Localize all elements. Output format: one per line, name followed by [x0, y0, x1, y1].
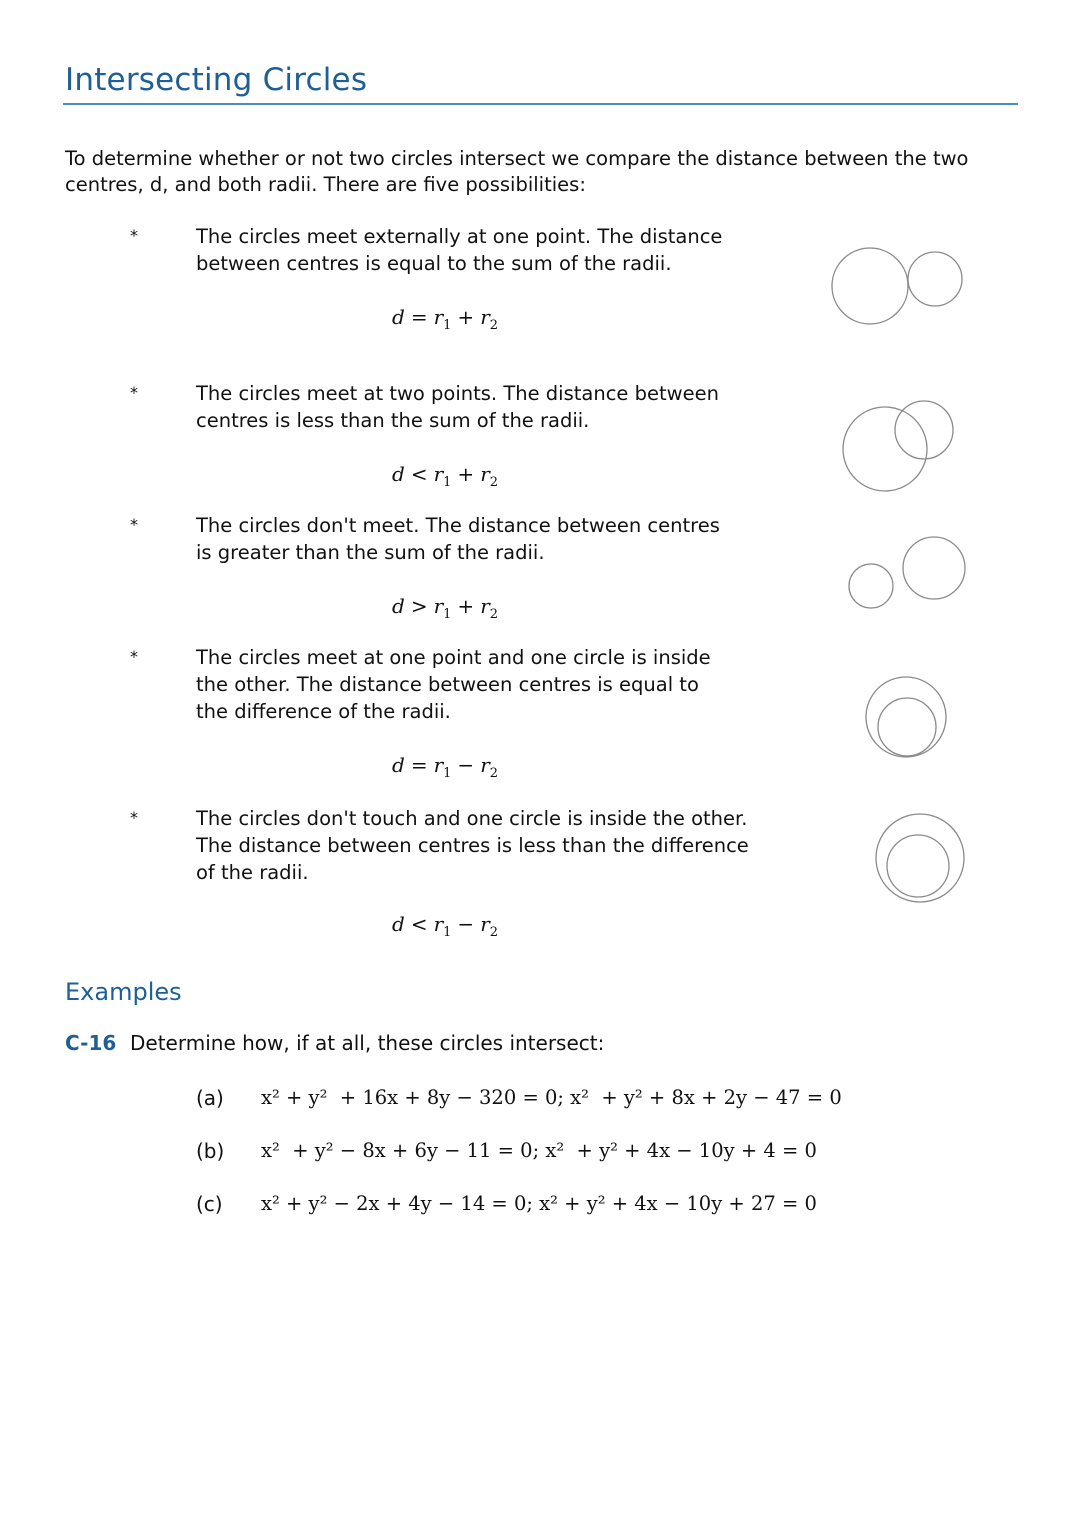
separate-circles-icon	[849, 537, 965, 608]
case-text-line: The circles meet externally at one point. The distance	[196, 225, 723, 248]
part-b-label: (b)	[196, 1139, 225, 1163]
bullet-marker: *	[130, 226, 138, 245]
overlapping-circles-icon	[843, 401, 953, 491]
part-a-label: (a)	[196, 1086, 224, 1110]
case-4-formula: $d = r_1 - r_2$	[392, 753, 499, 781]
case-5-description	[196, 805, 749, 886]
case-1-description	[196, 223, 722, 277]
case-5-formula: $d < r_1 - r_2$	[392, 912, 499, 940]
case-2-description	[196, 380, 719, 434]
case-1-formula: $d = r_1 + r_2$	[392, 305, 499, 333]
part-c-label: (c)	[196, 1192, 223, 1216]
intro-paragraph: To determine whether or not two circles intersect we compare the distance between the two centres, d, and both radii. There are five possibilities:	[65, 147, 969, 196]
external-tangent-circles-icon	[832, 248, 962, 324]
case-text-line: between centres is equal to the sum of the radii.	[196, 252, 672, 275]
part-a-equation: x² + y² + 16x + 8y − 320 = 0; x² + y² + 8x + 2y − 47 = 0	[261, 1086, 842, 1109]
case-text-line: The circles don't meet. The distance between centres	[196, 514, 720, 537]
example-code: C-16	[65, 1031, 117, 1055]
case-text-line: The circles don't touch and one circle is inside the other.	[196, 807, 748, 830]
part-b-equation: x² + y² − 8x + 6y − 11 = 0; x² + y² + 4x − 10y + 4 = 0	[261, 1139, 817, 1162]
case-4-description	[196, 644, 711, 725]
example-prompt: Determine how, if at all, these circles intersect:	[130, 1031, 605, 1055]
nested-circles-icon	[876, 814, 964, 902]
examples-heading: Examples	[65, 978, 182, 1006]
internal-tangent-circles-icon	[866, 677, 946, 757]
circle-diagrams	[800, 220, 1000, 920]
case-3-description	[196, 512, 720, 566]
case-text-line: the difference of the radii.	[196, 700, 451, 723]
bullet-marker: *	[130, 808, 138, 827]
case-text-line: The distance between centres is less than the difference	[196, 834, 749, 857]
case-text-line: is greater than the sum of the radii.	[196, 541, 545, 564]
case-text-line: centres is less than the sum of the radii.	[196, 409, 590, 432]
title-divider	[63, 103, 1018, 105]
case-text-line: of the radii.	[196, 861, 309, 884]
case-text-line: The circles meet at one point and one circle is inside	[196, 646, 711, 669]
bullet-marker: *	[130, 647, 138, 666]
page-title: Intersecting Circles	[65, 62, 368, 98]
case-2-formula: $d < r_1 + r_2$	[392, 462, 499, 490]
bullet-marker: *	[130, 515, 138, 534]
part-c-equation: x² + y² − 2x + 4y − 14 = 0; x² + y² + 4x − 10y + 27 = 0	[261, 1192, 817, 1215]
case-text-line: The circles meet at two points. The distance between	[196, 382, 719, 405]
case-3-formula: $d > r_1 + r_2$	[392, 594, 499, 622]
bullet-marker: *	[130, 383, 138, 402]
case-text-line: the other. The distance between centres is equal to	[196, 673, 699, 696]
